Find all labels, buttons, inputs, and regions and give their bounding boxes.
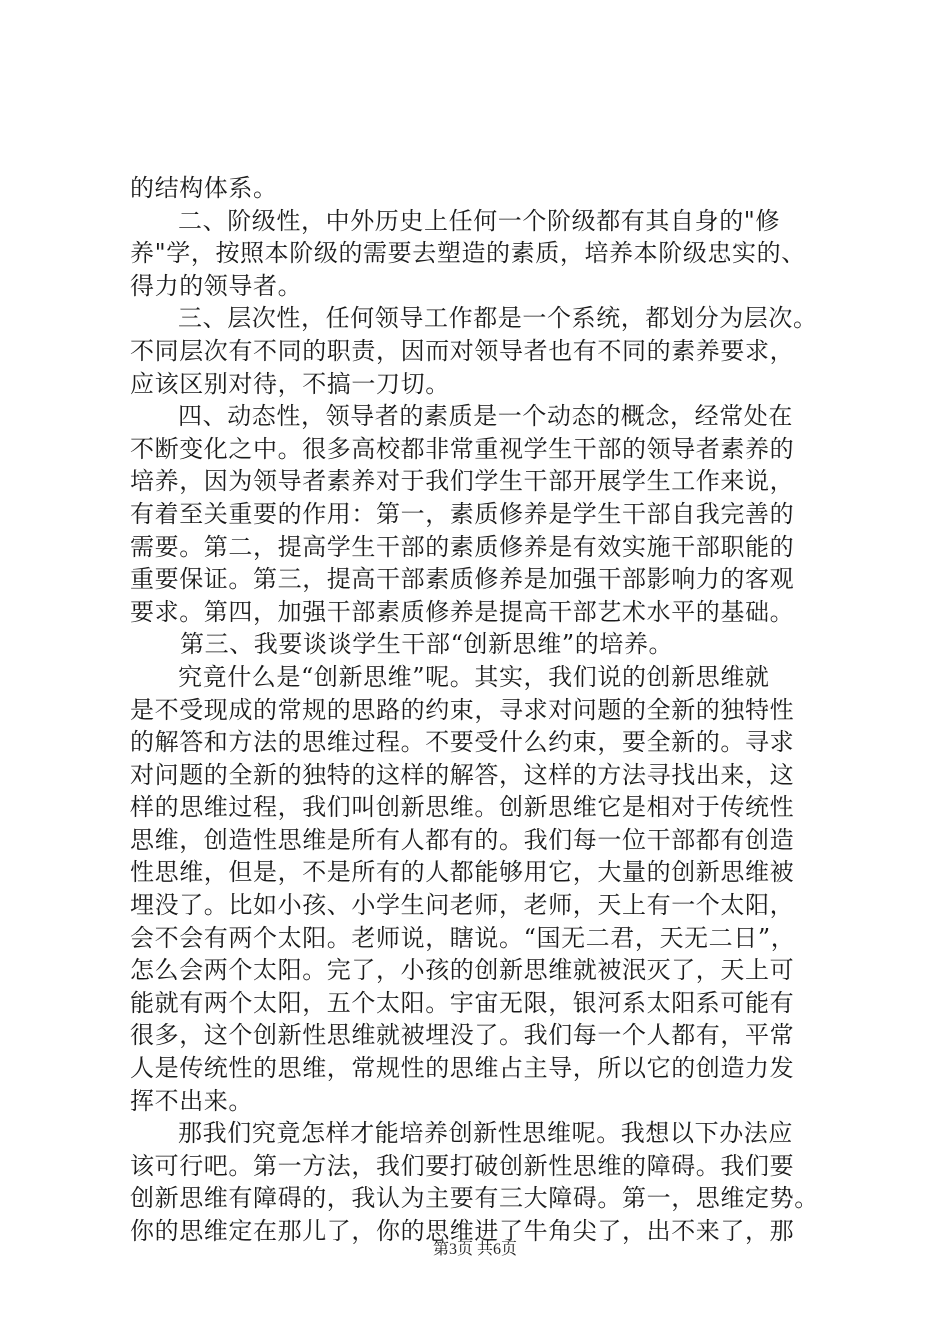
text-line: 该可行吧。第一方法，我们要打破创新性思维的障碍。我们要 xyxy=(130,1151,795,1180)
text-line: 人是传统性的思维，常规性的思维占主导，所以它的创造力发 xyxy=(130,1054,795,1083)
text-line: 挥不出来。 xyxy=(130,1086,253,1115)
text-line: 需要。第二，提高学生干部的素质修养是有效实施干部职能的 xyxy=(130,532,795,561)
document-body xyxy=(130,172,835,1248)
text-line: 要求。第四，加强干部素质修养是提高干部艺术水平的基础。 xyxy=(130,597,795,626)
text-line: 埋没了。比如小孩、小学生问老师，老师，天上有一个太阳， xyxy=(130,891,795,920)
text-line: 很多，这个创新性思维就被埋没了。我们每一个人都有，平常 xyxy=(130,1021,795,1050)
text-line: 样的思维过程，我们叫创新思维。创新思维它是相对于传统性 xyxy=(130,793,795,822)
text-line: 性思维，但是，不是所有的人都能够用它，大量的创新思维被 xyxy=(130,858,795,887)
text-line: 三、层次性，任何领导工作都是一个系统，都划分为层次。 xyxy=(178,304,818,333)
text-line: 四、动态性，领导者的素质是一个动态的概念，经常处在 xyxy=(178,402,793,431)
text-line: 的解答和方法的思维过程。不要受什么约束，要全新的。寻求 xyxy=(130,728,795,757)
text-line: 你的思维定在那儿了，你的思维进了牛角尖了，出不来了，那 xyxy=(130,1217,795,1245)
text-line: 会不会有两个太阳。老师说，瞎说。“国无二君，天无二日”， xyxy=(130,923,796,952)
text-line: 怎么会两个太阳。完了，小孩的创新思维就被泯灭了，天上可 xyxy=(130,956,795,985)
text-line: 不同层次有不同的职责，因而对领导者也有不同的素养要求， xyxy=(130,336,795,365)
text-line: 不断变化之中。很多高校都非常重视学生干部的领导者素养的 xyxy=(130,434,795,463)
text-line: 有着至关重要的作用：第一，素质修养是学生干部自我完善的 xyxy=(130,499,795,528)
text-line: 思维，创造性思维是所有人都有的。我们每一位干部都有创造 xyxy=(130,825,795,854)
text-line: 创新思维有障碍的，我认为主要有三大障碍。第一，思维定势。 xyxy=(130,1184,819,1213)
text-line: 二、阶级性，中外历史上任何一个阶级都有其自身的"修 xyxy=(178,206,781,235)
text-line: 的结构体系。 xyxy=(130,174,278,202)
text-line: 是不受现成的常规的思路的约束，寻求对问题的全新的独特性 xyxy=(130,695,795,724)
section-heading: 第三、我要谈谈学生干部“创新思维”的培养。 xyxy=(180,630,674,659)
text-line: 养"学，按照本阶级的需要去塑造的素质，培养本阶级忠实的、 xyxy=(130,239,806,268)
text-line: 能就有两个太阳，五个太阳。宇宙无限，银河系太阳系可能有 xyxy=(130,988,795,1017)
text-line: 培养，因为领导者素养对于我们学生干部开展学生工作来说， xyxy=(130,467,795,496)
text-line: 重要保证。第三，提高干部素质修养是加强干部影响力的客观 xyxy=(130,565,795,594)
text-line: 那我们究竟怎样才能培养创新性思维呢。我想以下办法应 xyxy=(178,1119,793,1148)
text-line: 究竟什么是“创新思维”呢。其实，我们说的创新思维就 xyxy=(178,662,770,691)
page-number: 第3页 共6页 xyxy=(432,1241,517,1258)
text-line: 对问题的全新的独特的这样的解答，这样的方法寻找出来，这 xyxy=(130,760,795,789)
text-line: 得力的领导者。 xyxy=(130,271,303,300)
text-line: 应该区别对待，不搞一刀切。 xyxy=(130,369,450,398)
